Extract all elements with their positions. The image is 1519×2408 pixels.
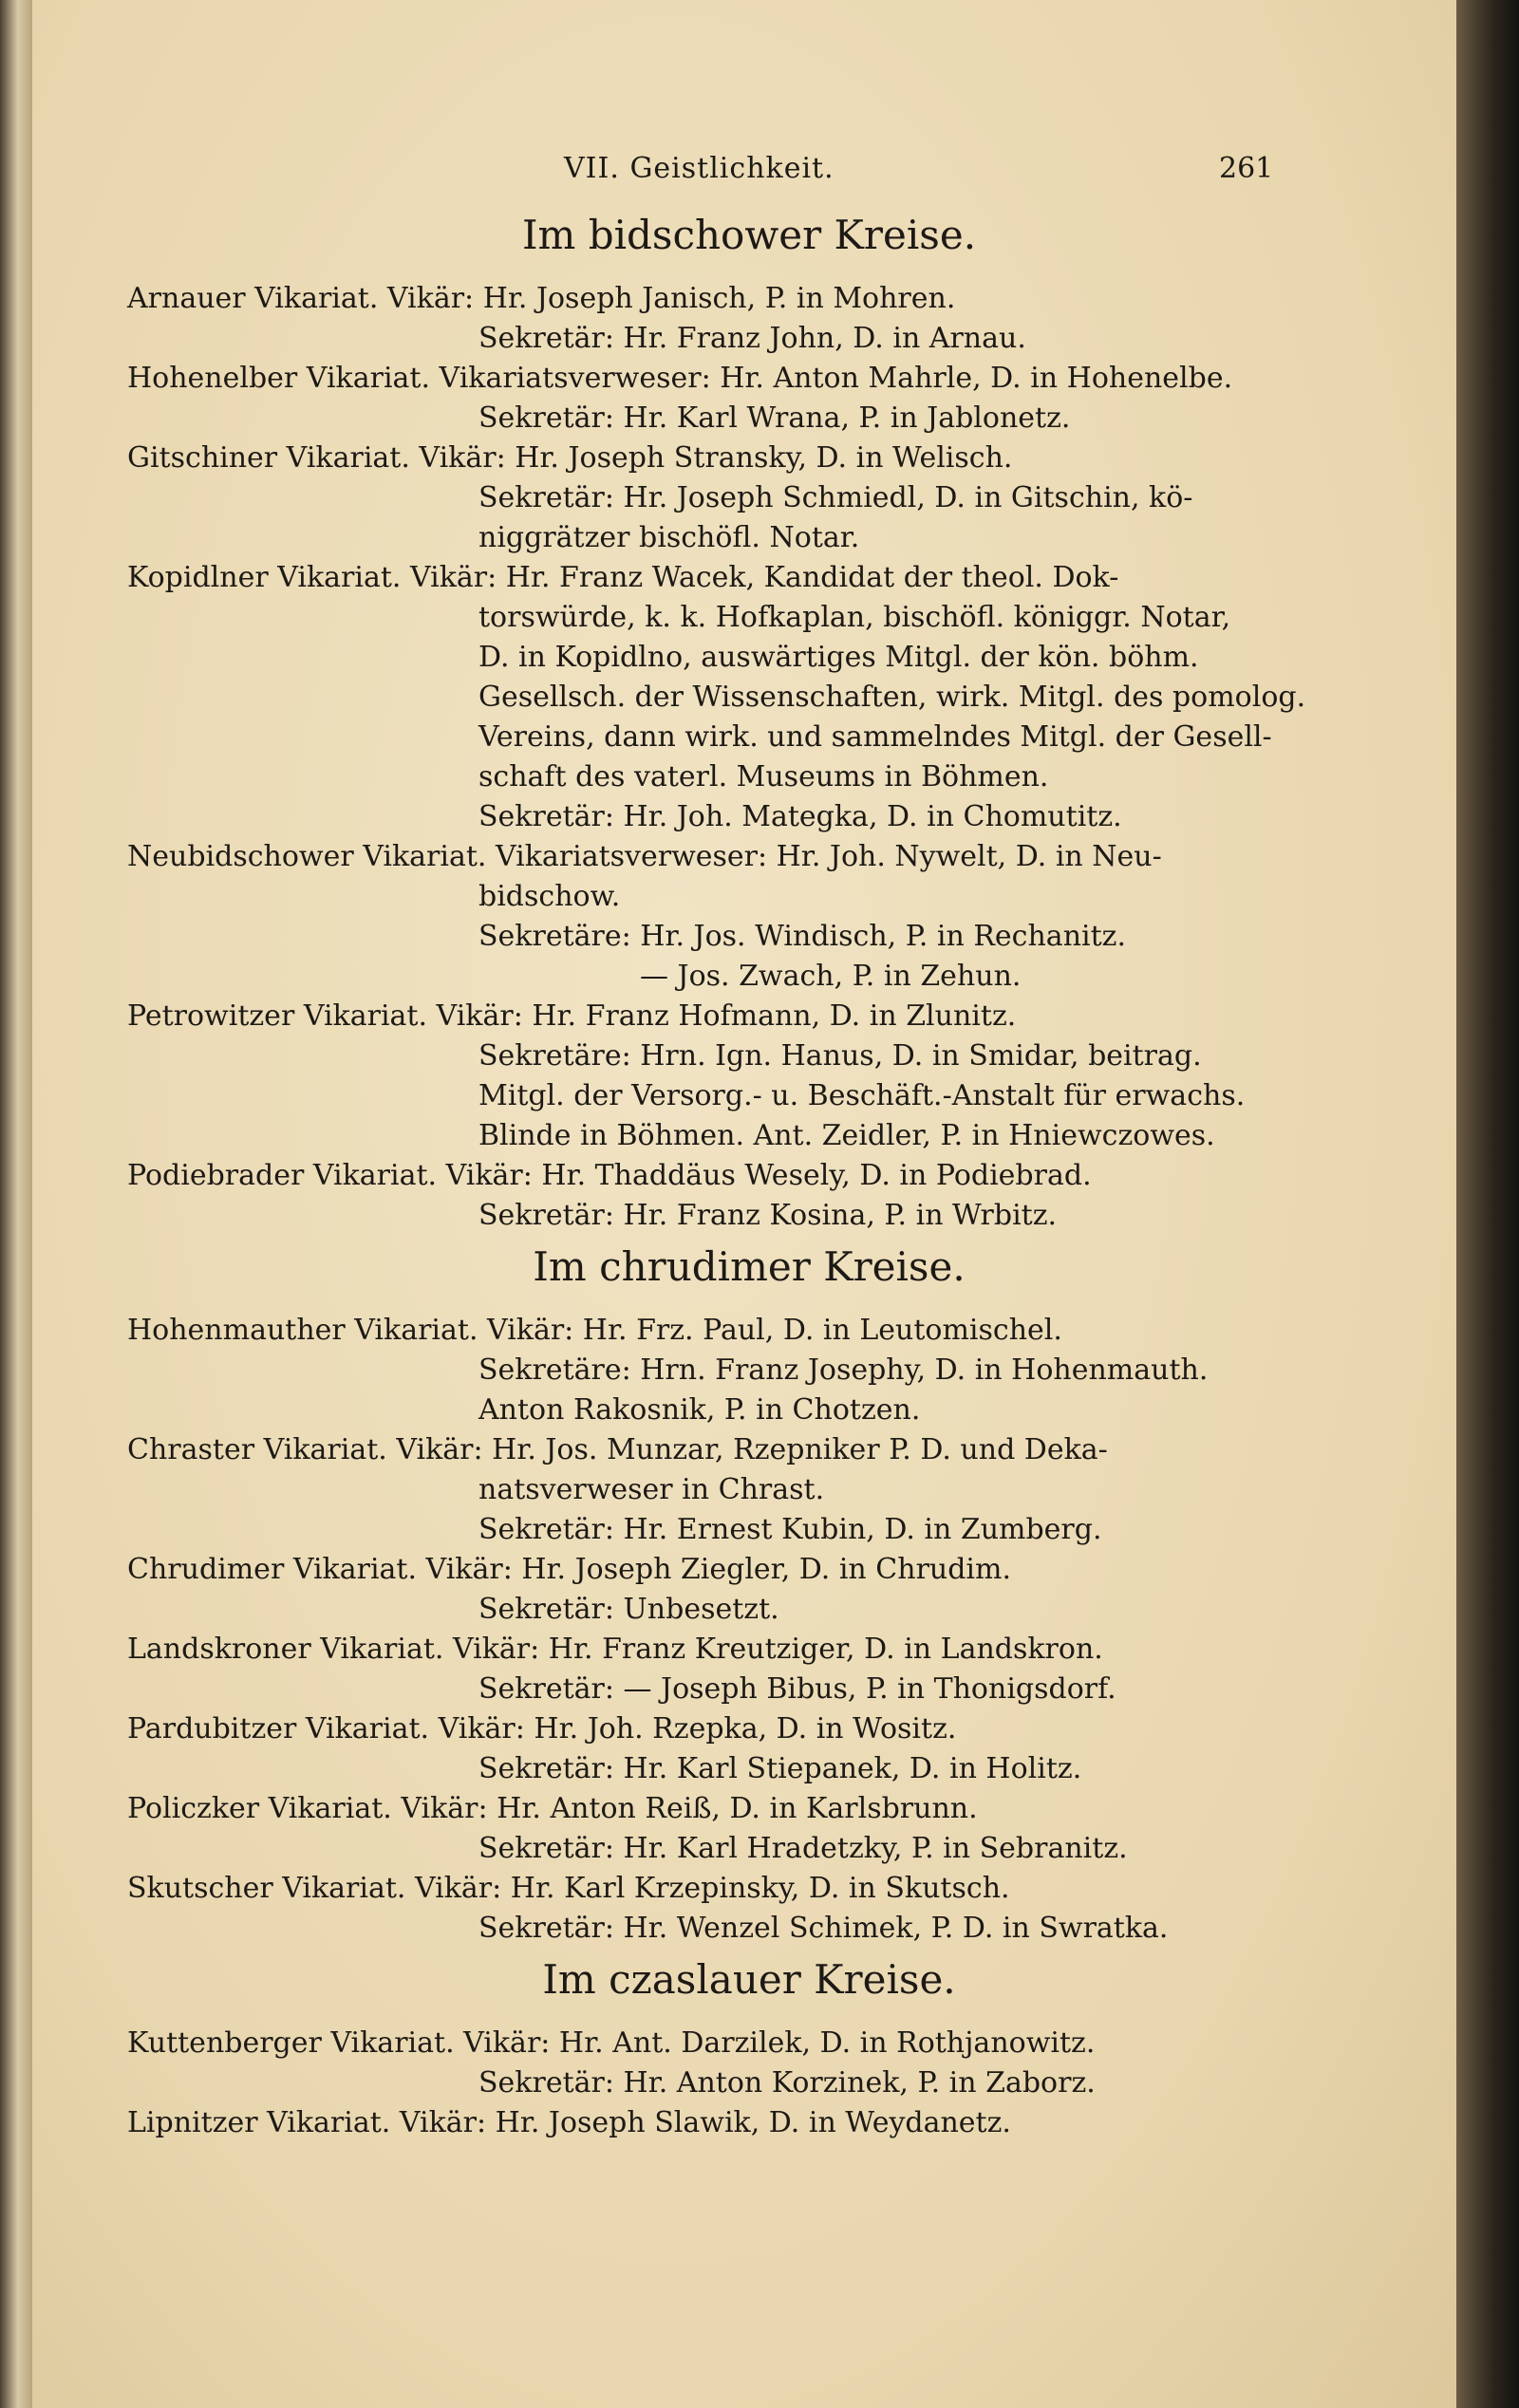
entry-line: Kopidlner Vikariat. Vikär: Hr. Franz Wacek, Kandidat der theol. Dok- — [127, 561, 1119, 594]
vicariate-entry — [127, 997, 1333, 1156]
vicariate-entry — [127, 2103, 1333, 2143]
running-title: VII. Geistlichkeit. — [564, 152, 835, 185]
entry-line: natsverweser in Chrast. — [478, 1473, 825, 1506]
entry-line: Blinde in Böhmen. Ant. Zeidler, P. in Hniewczowes. — [478, 1119, 1215, 1152]
entry-line: Mitgl. der Versorg.- u. Beschäft.-Anstalt für erwachs. — [478, 1079, 1246, 1112]
entry-line: Sekretär: Unbesetzt. — [478, 1593, 779, 1626]
vicariate-entry — [127, 1311, 1333, 1430]
vicariate-entry — [127, 1630, 1333, 1709]
district-heading: Im chrudimer Kreise. — [533, 1243, 966, 1290]
vicariate-entry — [127, 1156, 1333, 1236]
entry-line: Sekretär: Hr. Karl Wrana, P. in Jablonetz. — [478, 401, 1071, 435]
entry-line: Podiebrader Vikariat. Vikär: Hr. Thaddäus Wesely, D. in Podiebrad. — [127, 1159, 1092, 1192]
entry-line: Petrowitzer Vikariat. Vikär: Hr. Franz Hofmann, D. in Zlunitz. — [127, 999, 1017, 1033]
vicariate-entry — [127, 837, 1333, 997]
district-section — [127, 1956, 1333, 2143]
page-edge-shadow — [1456, 0, 1519, 2408]
entry-line: Chrudimer Vikariat. Vikär: Hr. Joseph Ziegler, D. in Chrudim. — [127, 1553, 1012, 1586]
entry-line: Hohenelber Vikariat. Vikariatsverweser: Hr. Anton Mahrle, D. in Hohenelbe. — [127, 362, 1233, 395]
vicariate-entry — [127, 2024, 1333, 2103]
vicariate-entry — [127, 359, 1333, 439]
entry-line: schaft des vaterl. Museums in Böhmen. — [478, 760, 1049, 793]
vicariate-entry — [127, 279, 1333, 359]
vicariate-entry — [127, 1789, 1333, 1869]
page-body — [127, 204, 1333, 2143]
entry-line: Gitschiner Vikariat. Vikär: Hr. Joseph Stransky, D. in Welisch. — [127, 441, 1013, 475]
page-number: 261 — [1219, 152, 1274, 185]
entry-line: Sekretär: Hr. Wenzel Schimek, P. D. in Swratka. — [478, 1912, 1169, 1945]
entry-line: Lipnitzer Vikariat. Vikär: Hr. Joseph Slawik, D. in Weydanetz. — [127, 2106, 1011, 2139]
entry-line: Sekretär: Hr. Joh. Mategka, D. in Chomutitz. — [478, 800, 1122, 833]
entry-line: Skutscher Vikariat. Vikär: Hr. Karl Krzepinsky, D. in Skutsch. — [127, 1872, 1010, 1905]
vicariate-entry — [127, 558, 1333, 837]
entry-line: Sekretär: — Joseph Bibus, P. in Thonigsdorf. — [478, 1672, 1116, 1706]
entry-line: Sekretär: Hr. Franz John, D. in Arnau. — [478, 322, 1026, 355]
entry-line: Sekretäre: Hrn. Franz Josephy, D. in Hohenmauth. — [478, 1353, 1209, 1387]
entry-line: bidschow. — [478, 880, 621, 913]
vicariate-entry — [127, 1430, 1333, 1550]
entry-line: Sekretär: Hr. Karl Stiepanek, D. in Holitz. — [478, 1752, 1082, 1785]
vicariate-entry — [127, 1709, 1333, 1789]
entry-line: Landskroner Vikariat. Vikär: Hr. Franz Kreutziger, D. in Landskron. — [127, 1633, 1103, 1666]
entry-line: Sekretär: Hr. Karl Hradetzky, P. in Sebranitz. — [478, 1832, 1128, 1865]
entry-line: Arnauer Vikariat. Vikär: Hr. Joseph Janisch, P. in Mohren. — [127, 282, 956, 315]
entry-line: Sekretär: Hr. Franz Kosina, P. in Wrbitz. — [478, 1199, 1058, 1232]
district-section — [127, 212, 1333, 1236]
entry-line: niggrätzer bischöfl. Notar. — [478, 521, 860, 554]
entry-line: Sekretär: Hr. Ernest Kubin, D. in Zumberg. — [478, 1513, 1102, 1546]
entry-line: Gesellsch. der Wissenschaften, wirk. Mitgl. des pomolog. — [478, 681, 1306, 714]
entry-line: Hohenmauther Vikariat. Vikär: Hr. Frz. Paul, D. in Leutomischel. — [127, 1314, 1062, 1347]
entry-line: Pardubitzer Vikariat. Vikär: Hr. Joh. Rzepka, D. in Wositz. — [127, 1712, 957, 1745]
entry-line: Neubidschower Vikariat. Vikariatsverweser: Hr. Joh. Nywelt, D. in Neu- — [127, 840, 1162, 873]
entry-line: Sekretäre: Hrn. Ign. Hanus, D. in Smidar, beitrag. — [478, 1039, 1202, 1073]
district-heading: Im czaslauer Kreise. — [542, 1956, 956, 2003]
entry-line: Policzker Vikariat. Vikär: Hr. Anton Reiß, D. in Karlsbrunn. — [127, 1792, 978, 1825]
book-page — [32, 0, 1456, 2408]
entry-line: Anton Rakosnik, P. in Chotzen. — [478, 1393, 921, 1427]
district-section — [127, 1243, 1333, 1949]
entry-line: Sekretäre: Hr. Jos. Windisch, P. in Rechanitz. — [478, 920, 1127, 953]
entry-line: Chraster Vikariat. Vikär: Hr. Jos. Munzar, Rzepniker P. D. und Deka- — [127, 1433, 1108, 1466]
entry-line: — Jos. Zwach, P. in Zehun. — [640, 960, 1022, 993]
entry-line: D. in Kopidlno, auswärtiges Mitgl. der kön. böhm. — [478, 641, 1199, 674]
vicariate-entry — [127, 439, 1333, 558]
entry-line: torswürde, k. k. Hofkaplan, bischöfl. königgr. Notar, — [478, 601, 1231, 634]
entry-line: Sekretär: Hr. Joseph Schmiedl, D. in Gitschin, kö- — [478, 481, 1193, 514]
book-binding-edge — [0, 0, 32, 2408]
entry-line: Vereins, dann wirk. und sammelndes Mitgl. der Gesell- — [478, 720, 1272, 754]
entry-line: Sekretär: Hr. Anton Korzinek, P. in Zaborz. — [478, 2066, 1096, 2100]
vicariate-entry — [127, 1550, 1333, 1630]
district-heading: Im bidschower Kreise. — [521, 212, 977, 258]
page-header — [32, 152, 1456, 194]
vicariate-entry — [127, 1869, 1333, 1949]
entry-line: Kuttenberger Vikariat. Vikär: Hr. Ant. Darzilek, D. in Rothjanowitz. — [127, 2026, 1096, 2060]
